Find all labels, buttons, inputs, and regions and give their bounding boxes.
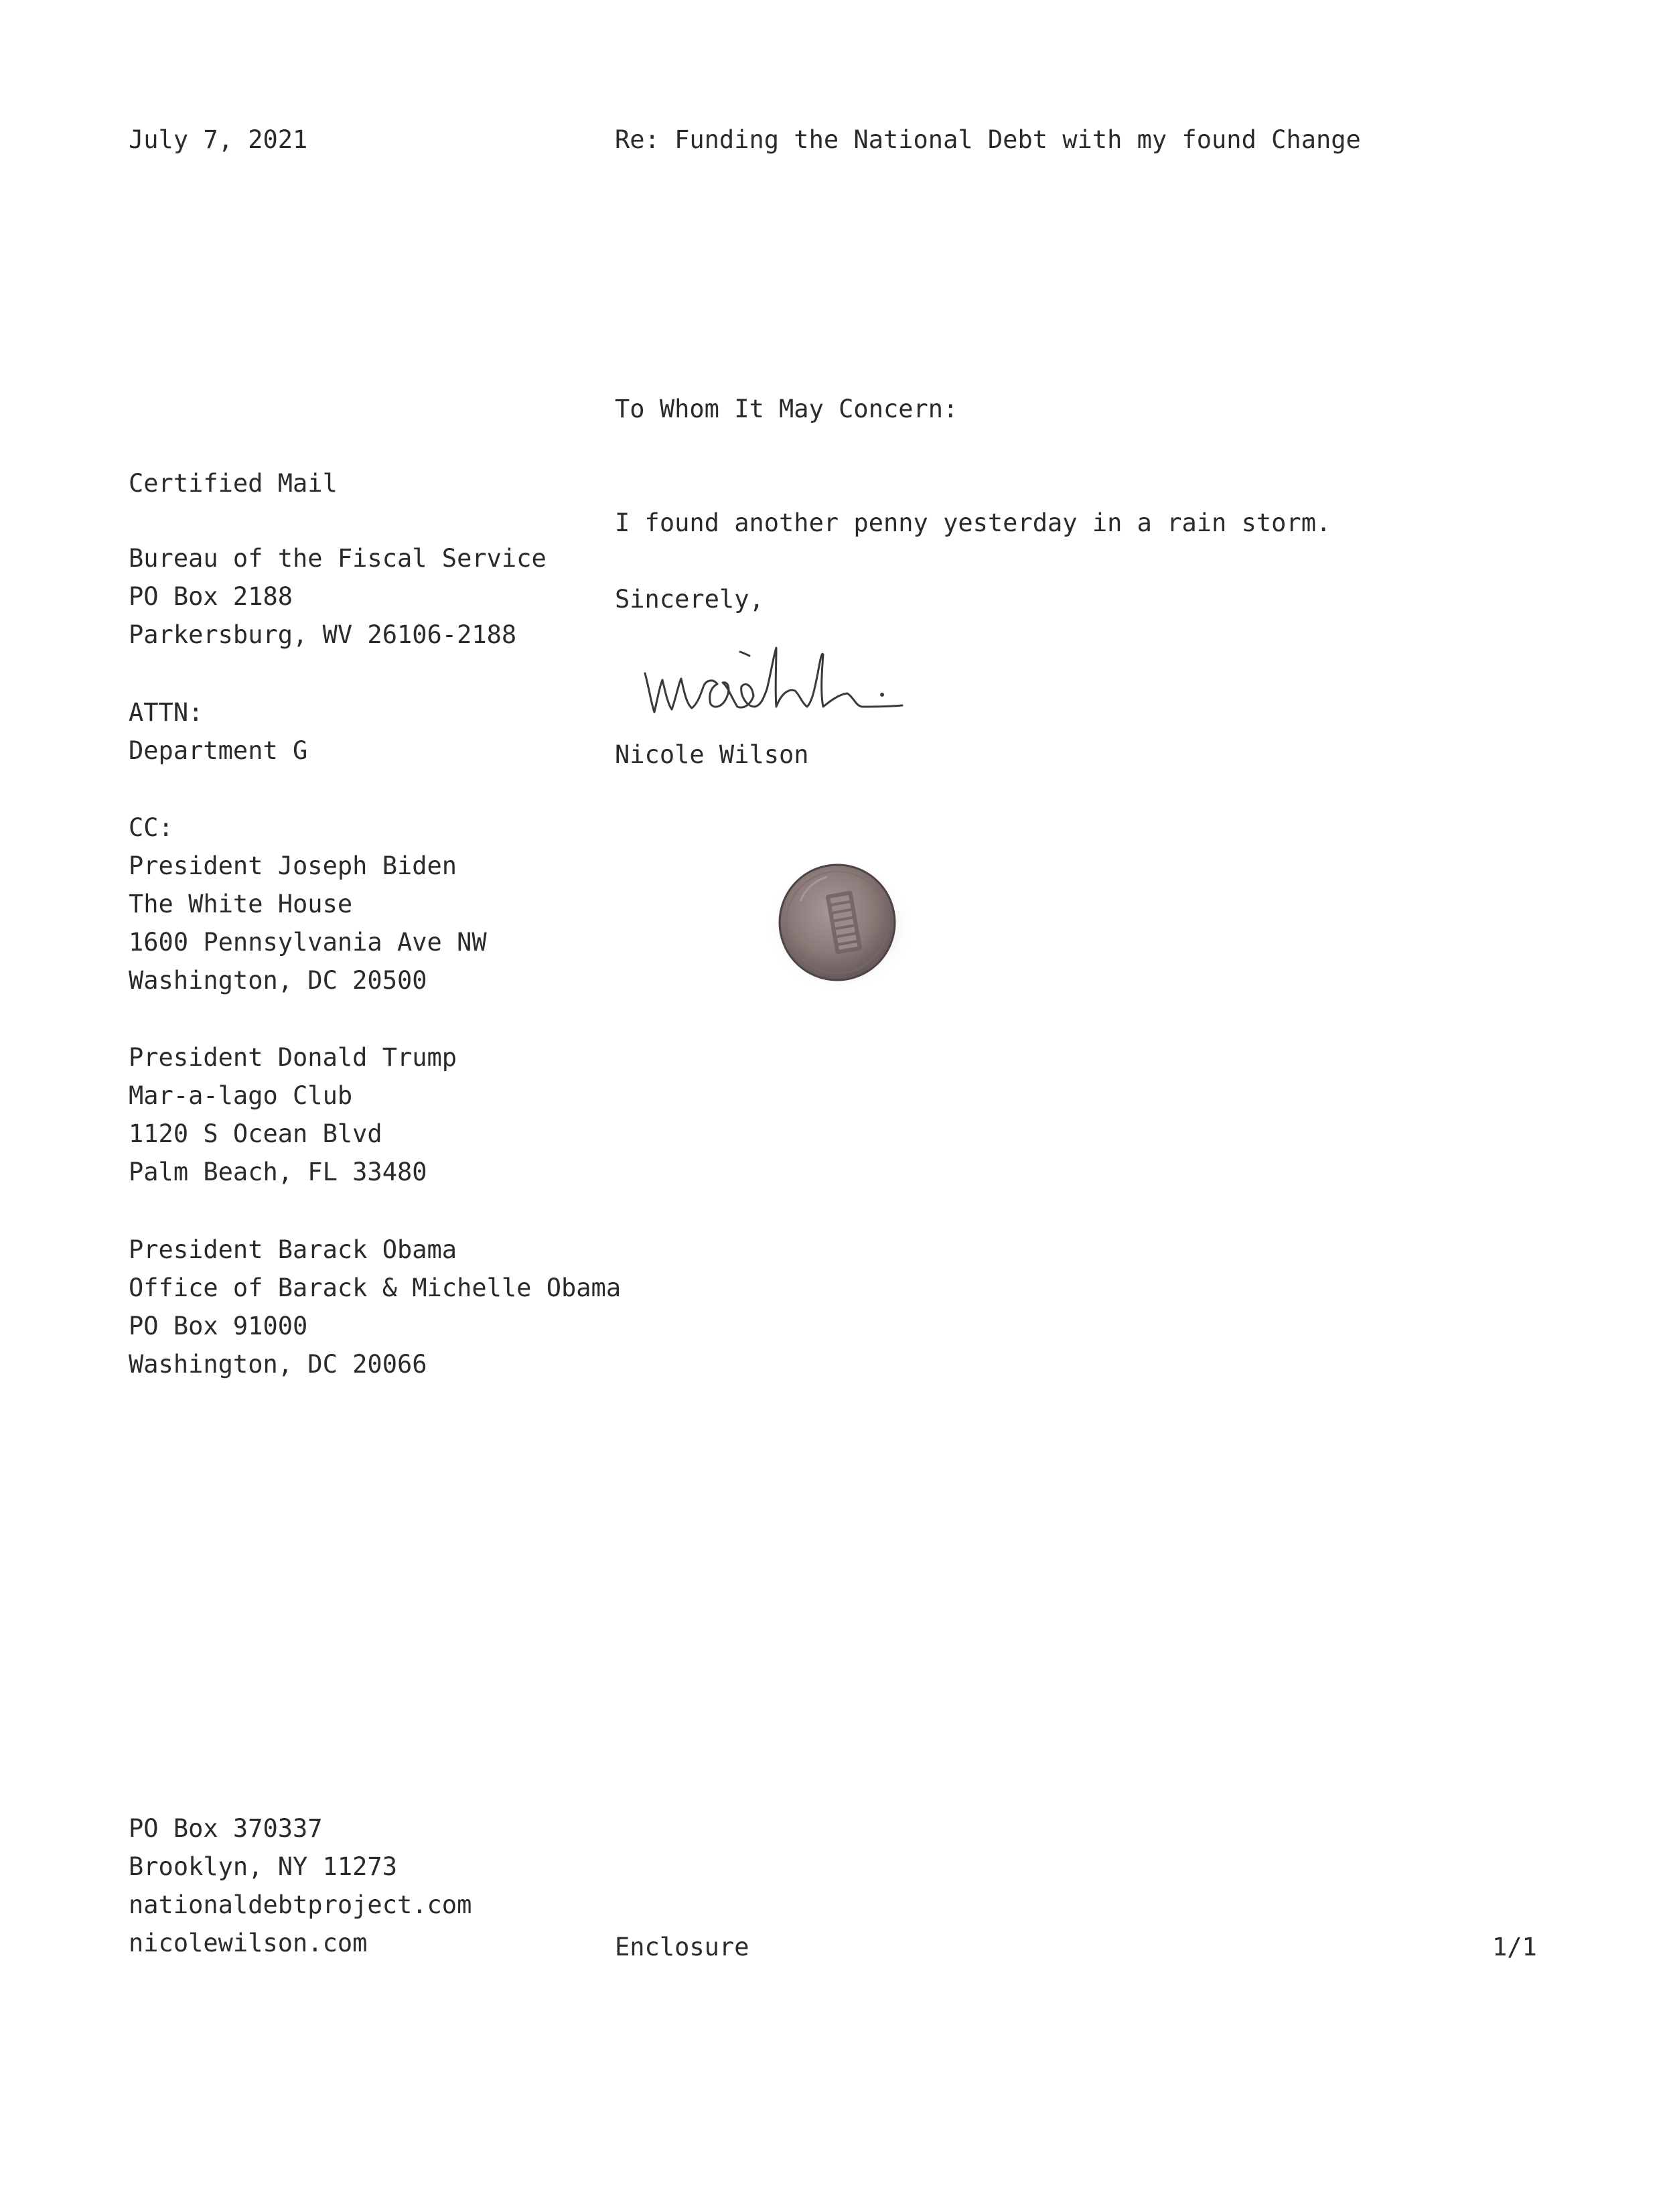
salutation: To Whom It May Concern: xyxy=(615,395,958,423)
sender-line: Brooklyn, NY 11273 xyxy=(129,1852,397,1881)
sender-line: PO Box 370337 xyxy=(129,1814,323,1843)
cc-line: Palm Beach, FL 33480 xyxy=(129,1158,427,1186)
cc-line: Washington, DC 20500 xyxy=(129,966,427,995)
signer-name: Nicole Wilson xyxy=(615,740,809,769)
attn-label: ATTN: xyxy=(129,698,204,727)
recipient-line: PO Box 2188 xyxy=(129,582,293,611)
recipient-address xyxy=(129,539,547,654)
sender-website: nicolewilson.com xyxy=(129,1929,368,1957)
cc-label: CC: xyxy=(129,813,173,842)
closing: Sincerely, xyxy=(615,585,764,614)
cc-line: 1120 S Ocean Blvd xyxy=(129,1119,382,1148)
letter-date: July 7, 2021 xyxy=(129,125,308,154)
page-number: 1/1 xyxy=(1492,1933,1537,1961)
cc-line: 1600 Pennsylvania Ave NW xyxy=(129,928,487,957)
sender-address xyxy=(129,1809,472,1962)
sender-website: nationaldebtproject.com xyxy=(129,1890,472,1919)
cc-line: PO Box 91000 xyxy=(129,1312,308,1340)
cc-line: President Barack Obama xyxy=(129,1235,457,1264)
cc-line: President Joseph Biden xyxy=(129,851,457,880)
delivery-method: Certified Mail xyxy=(129,469,338,498)
cc-line: Mar-a-lago Club xyxy=(129,1081,353,1110)
letter-subject: Re: Funding the National Debt with my found Change xyxy=(615,125,1361,154)
cc-trump xyxy=(129,1038,457,1191)
cc-line: The White House xyxy=(129,890,353,918)
cc-line: Washington, DC 20066 xyxy=(129,1350,427,1379)
letter-body: I found another penny yesterday in a rain storm. xyxy=(615,508,1331,537)
signature xyxy=(640,640,948,720)
attn-block xyxy=(129,693,307,770)
cc-line: Office of Barack & Michelle Obama xyxy=(129,1273,622,1302)
enclosure-label: Enclosure xyxy=(615,1933,749,1961)
attn-department: Department G xyxy=(129,736,308,765)
cc-line: President Donald Trump xyxy=(129,1043,457,1072)
recipient-line: Bureau of the Fiscal Service xyxy=(129,544,547,573)
cc-obama xyxy=(129,1231,621,1383)
recipient-line: Parkersburg, WV 26106-2188 xyxy=(129,620,517,649)
cc-block xyxy=(129,809,487,999)
penny-image xyxy=(760,847,914,1001)
